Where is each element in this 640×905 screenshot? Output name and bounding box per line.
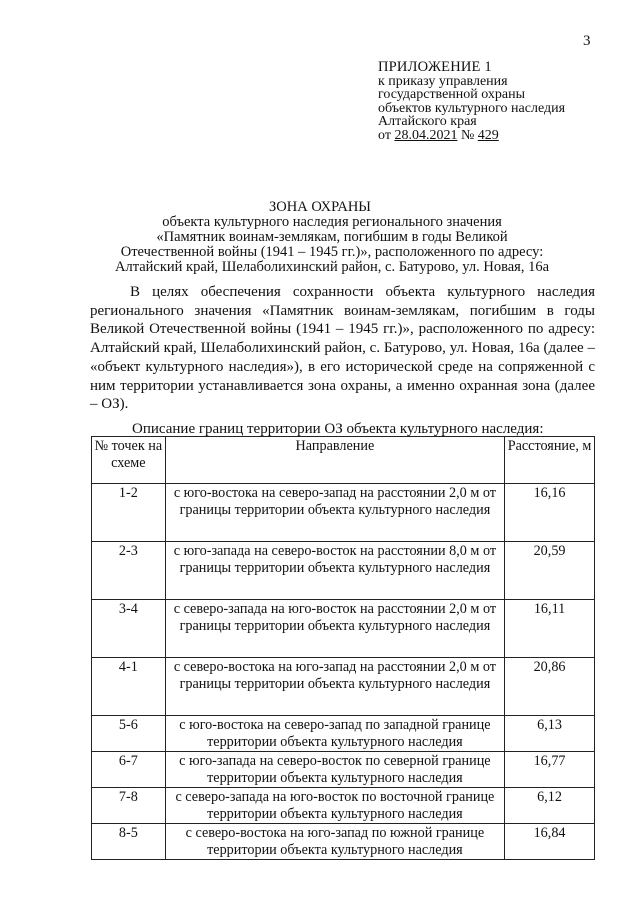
- zone-subtitle-line: «Памятник воинам-землякам, погибшим в годы Великой: [156, 229, 508, 245]
- table-header-row: [92, 437, 595, 484]
- table-caption: Описание границ территории ОЗ объекта культурного наследия:: [132, 421, 544, 437]
- table-row: [92, 788, 595, 824]
- zone-subtitle-line: Алтайский край, Шелаболихинский район, с. Батурово, ул. Новая, 16а: [114, 259, 550, 275]
- appendix-line: Алтайского края: [378, 114, 477, 129]
- table-row: [92, 824, 595, 860]
- boundary-table: [91, 436, 595, 860]
- page-number: 3: [583, 33, 591, 49]
- header-distance: Расстояние, м: [505, 437, 595, 484]
- cell-points: 8-5: [92, 824, 166, 860]
- appendix-block: [378, 61, 618, 142]
- cell-direction: с юго-запада на северо-восток на расстоянии 8,0 м от границы территории объекта культурного наследия: [165, 542, 504, 600]
- table-row: [92, 484, 595, 542]
- cell-points: 1-2: [92, 484, 166, 542]
- order-number: 429: [477, 127, 499, 143]
- cell-direction: с юго-запада на северо-восток по северной границе территории объекта культурного наследия: [165, 752, 504, 788]
- table-row: [92, 600, 595, 658]
- intro-paragraph: [90, 283, 595, 414]
- cell-points: 4-1: [92, 658, 166, 716]
- zone-heading: ЗОНА ОХРАНЫ: [269, 199, 371, 215]
- cell-distance: 16,11: [505, 600, 595, 658]
- cell-points: 2-3: [92, 542, 166, 600]
- cell-distance: 6,13: [505, 716, 595, 752]
- zone-title-block: [0, 200, 640, 275]
- zone-subtitle-line: объекта культурного наследия регионального значения: [162, 214, 502, 230]
- cell-direction: с северо-запада на юго-восток на расстоянии 2,0 м от границы территории объекта культурного наследия: [165, 600, 504, 658]
- table-row: [92, 542, 595, 600]
- zone-subtitle-line: Отечественной войны (1941 – 1945 гг.)», расположенного по адресу:: [120, 244, 544, 260]
- cell-direction: с юго-востока на северо-запад на расстоянии 2,0 м от границы территории объекта культурного наследия: [165, 484, 504, 542]
- table-row: [92, 716, 595, 752]
- intro-text: В целях обеспечения сохранности объекта культурного наследия регионального значения «Памятник воинам-землякам, погибшим в годы Великой Отечественной войны (1941 – 1945 гг.)», расположенного по адресу: Алтайский край, Шелаболихинский район, с. Батурово, ул. Новая, 16а (далее – «объект культурного наследия»), в его исторической среде на сопряженной с ним территории устанавливается зона охраны, а именно охранная зона (далее – ОЗ).: [90, 284, 595, 413]
- cell-points: 7-8: [92, 788, 166, 824]
- cell-points: 3-4: [92, 600, 166, 658]
- appendix-line: к приказу управления: [378, 73, 508, 89]
- cell-distance: 16,77: [505, 752, 595, 788]
- cell-distance: 16,16: [505, 484, 595, 542]
- cell-direction: с юго-востока на северо-запад по западной границе территории объекта культурного наследия: [165, 716, 504, 752]
- number-prefix: №: [457, 127, 478, 143]
- cell-direction: с северо-востока на юго-запад на расстоянии 2,0 м от границы территории объекта культурного наследия: [165, 658, 504, 716]
- header-points: № точек на схеме: [92, 437, 166, 484]
- order-date: 28.04.2021: [394, 127, 458, 143]
- date-prefix: от: [378, 127, 395, 143]
- appendix-line: объектов культурного наследия: [378, 100, 566, 116]
- appendix-title: ПРИЛОЖЕНИЕ 1: [378, 59, 492, 75]
- cell-points: 5-6: [92, 716, 166, 752]
- cell-distance: 20,86: [505, 658, 595, 716]
- cell-points: 6-7: [92, 752, 166, 788]
- cell-distance: 6,12: [505, 788, 595, 824]
- table-row: [92, 752, 595, 788]
- cell-direction: с северо-востока на юго-запад по южной границе территории объекта культурного наследия: [165, 824, 504, 860]
- appendix-line: государственной охраны: [378, 87, 526, 102]
- cell-direction: с северо-запада на юго-восток по восточной границе территории объекта культурного наследия: [165, 788, 504, 824]
- table-row: [92, 658, 595, 716]
- cell-distance: 20,59: [505, 542, 595, 600]
- appendix-date-line: [378, 129, 618, 143]
- header-direction: Направление: [165, 437, 504, 484]
- cell-distance: 16,84: [505, 824, 595, 860]
